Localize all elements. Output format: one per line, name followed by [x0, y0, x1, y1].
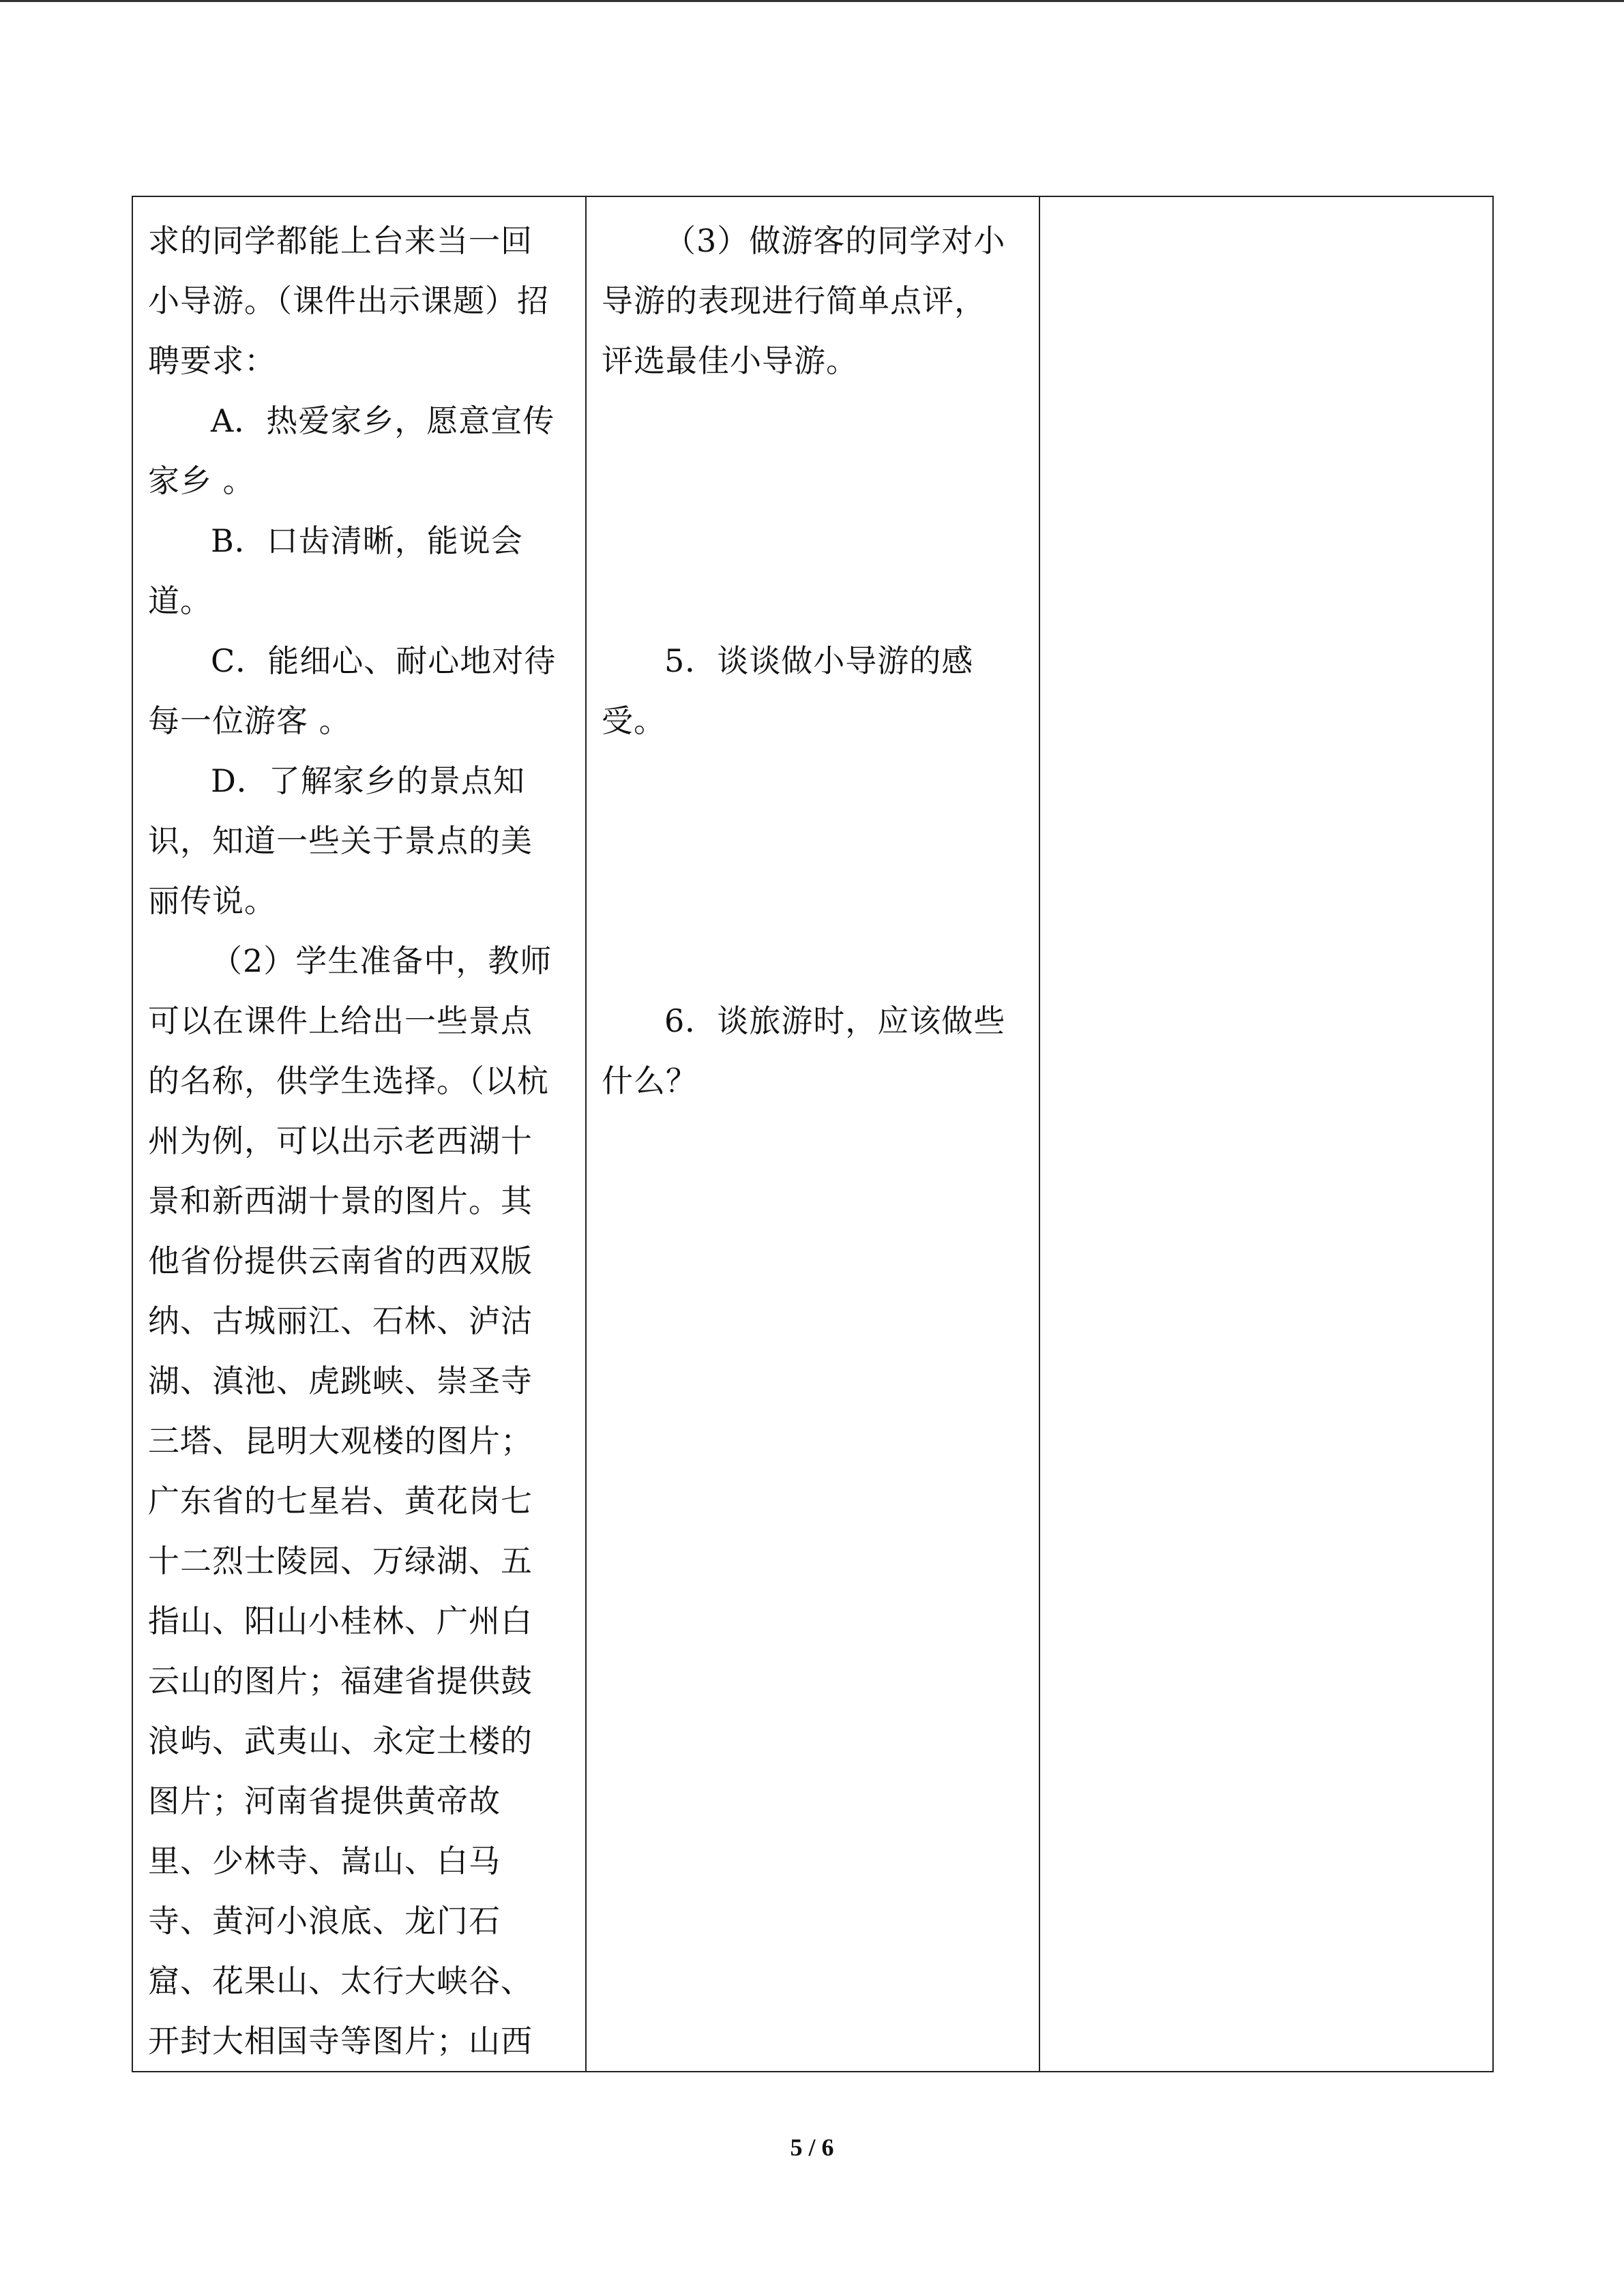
text-line: （2）学生准备中，教师	[211, 942, 552, 979]
text-line: 指山、阳山小桂林、广州白	[148, 1602, 533, 1639]
text-line: 州为例，可以出示老西湖十	[148, 1122, 533, 1159]
text-line: 导游的表现进行简单点评，	[602, 282, 986, 319]
top-border-line	[0, 0, 1624, 2]
text-line: 什么？	[602, 1062, 698, 1099]
text-line: 图片；河南省提供黄帝故	[148, 1783, 501, 1819]
table-cell-notes	[1039, 196, 1493, 2072]
text-line: 纳、古城丽江、石林、泸沽	[148, 1302, 533, 1339]
text-line: 十二烈士陵园、万绿湖、五	[148, 1542, 533, 1579]
text-line: 景和新西湖十景的图片。其	[148, 1182, 533, 1219]
text-line: B．口齿清晰，能说会	[211, 522, 523, 559]
text-line: 识，知道一些关于景点的美	[148, 822, 533, 859]
table-row	[132, 196, 1493, 2072]
text-line: 求的同学都能上台来当一回	[148, 222, 533, 259]
text-line: 湖、滇池、虎跳峡、崇圣寺	[148, 1362, 533, 1399]
text-line: 家乡 。	[148, 462, 255, 499]
text-line: 他省份提供云南省的西双版	[148, 1242, 533, 1279]
text-line: 小导游。（课件出示课题）招	[148, 282, 549, 319]
text-line: 里、少林寺、嵩山、白马	[148, 1843, 501, 1879]
text-line: D．了解家乡的景点知	[211, 762, 525, 799]
text-line: 广东省的七星岩、黄花岗七	[148, 1482, 533, 1519]
page-number: 5 / 6	[790, 2134, 834, 2161]
text-line: 受。	[602, 702, 666, 739]
text-line: 丽传说。	[148, 882, 276, 919]
text-line: A．热爱家乡，愿意宣传	[211, 402, 555, 439]
text-line: 6．谈旅游时，应该做些	[664, 1002, 1006, 1039]
text-line: C．能细心、耐心地对待	[211, 642, 557, 679]
text-line: 每一位游客 。	[148, 702, 351, 739]
text-line: 聘要求：	[148, 342, 276, 379]
text-line: 浪屿、武夷山、永定土楼的	[148, 1723, 533, 1759]
text-line: 道。	[148, 582, 212, 619]
text-line: （3）做游客的同学对小	[664, 222, 1006, 259]
text-line: 的名称，供学生选择。（以杭	[148, 1062, 549, 1099]
activity-text	[133, 197, 585, 2071]
text-line: 三塔、昆明大观楼的图片；	[148, 1422, 533, 1459]
table-cell-activity	[132, 196, 586, 2072]
text-line: 可以在课件上给出一些景点	[148, 1002, 533, 1039]
text-line: 窟、花果山、太行大峡谷、	[148, 1963, 533, 1999]
student-activity-block-5	[602, 631, 1024, 751]
lesson-plan-table	[132, 196, 1494, 2072]
student-activity-block-3	[602, 211, 1024, 391]
text-line: 寺、黄河小浪底、龙门石	[148, 1903, 501, 1939]
text-line: 云山的图片；福建省提供鼓	[148, 1663, 533, 1699]
text-line: 5．谈谈做小导游的感	[664, 642, 974, 679]
table-cell-student-activity	[586, 196, 1039, 2072]
spacer	[602, 751, 1024, 991]
spacer	[602, 391, 1024, 631]
text-line: 开封大相国寺等图片；山西	[148, 2023, 533, 2059]
student-activity-block-6	[602, 991, 1024, 1111]
student-activity-text	[587, 197, 1039, 1111]
text-line: 评选最佳小导游。	[602, 342, 858, 379]
